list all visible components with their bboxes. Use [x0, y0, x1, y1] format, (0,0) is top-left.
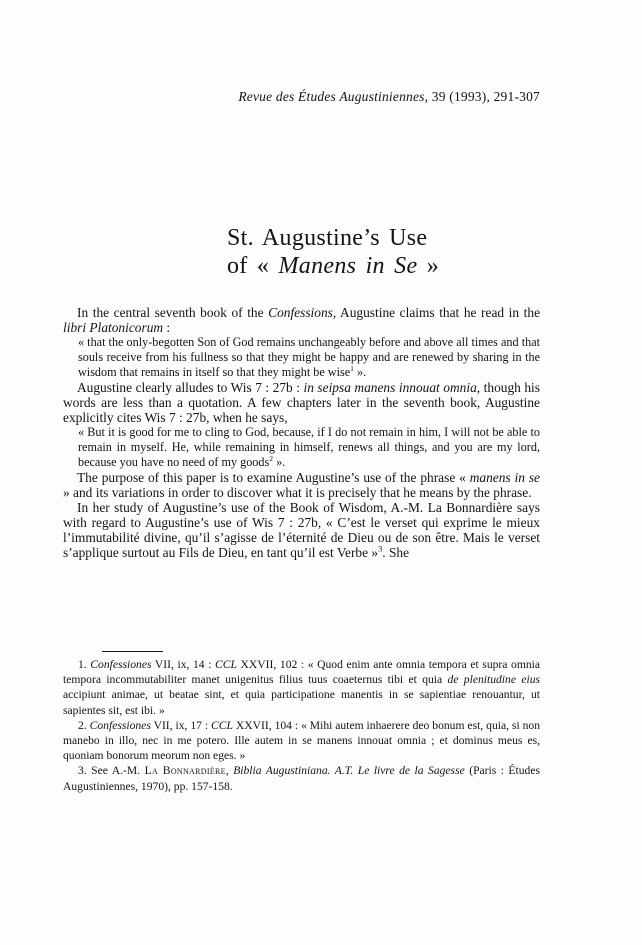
paragraph-3 [63, 470, 540, 500]
footnote-2 [63, 718, 540, 764]
paragraph-2 [63, 380, 540, 425]
text-segment: ». [353, 365, 367, 379]
text-segment: Revue des Études Augustiniennes, [238, 89, 429, 104]
paragraph-1 [63, 305, 540, 335]
text-segment: « that the only-begotten Son of God remains unchangeably before and above all times and that souls receive from his fullness so that they might be happy and are renewed by sharing in the wisdom that remains in itself so that they might be wise [78, 335, 540, 379]
footnote-ref: 2 [269, 453, 274, 463]
text-segment: 1. [78, 658, 91, 671]
text-segment: VII, ix, 17 : [150, 718, 212, 732]
article-body [63, 305, 540, 560]
text-segment: 39 (1993), 291-307 [428, 89, 540, 104]
article-title [227, 224, 439, 280]
paragraph-4 [63, 500, 540, 560]
text-segment: accipiunt animae, ut beatae sint, et quia participatione manentis in se sapientiae renouantur, ut sapientes sit, est ibi. » [63, 688, 540, 717]
text-segment: (Paris : Études Augustiniennes, 1970), pp. 157-158. [63, 764, 540, 793]
text-segment: Confessiones [90, 658, 152, 671]
article-title-line2 [227, 252, 439, 280]
text-segment: Augustine clearly alludes to Wis 7 : 27b : [77, 380, 304, 395]
article-title-line1: St. Augustine’s Use [227, 225, 428, 251]
text-segment: VII, ix, 14 : [151, 658, 216, 671]
text-segment: XXVII, 104 : « Mihi autem inhaerere deo bonum est, quia, si non manebo in illo, nec in me potero. Ille autem in se manens innouat omnia ; et dominus meus es, quoniam bonorum meorum non eges. » [63, 718, 540, 763]
text-segment: libri Platonicorum [63, 320, 164, 335]
text-segment: In her study of Augustine’s use of the Book of Wisdom, A.-M. La Bonnardière says with regard to Augustine’s use of Wis 7 : 27b, « C’est le verset qui exprime le mieux l’immutabilité divine, qu’il s’agisse de l’éternité de Dieu ou de son être. Mais le verset s’applique surtout au Fils de Dieu, en tant qu’il est Verbe » [63, 500, 540, 560]
text-segment: CCL [211, 718, 233, 732]
text-segment: XXVII, 102 : « Quod enim ante omnia tempora et supra omnia tempora incommutabiliter manet unigenitus filius tuus coaeternus tibi et quia [63, 658, 540, 687]
text-segment: in seipsa manens innouat omnia [303, 380, 477, 395]
text-segment: . She [382, 545, 410, 560]
footnote-ref: 1 [350, 363, 354, 373]
text-segment: , [225, 764, 234, 778]
text-segment: Biblia Augustiniana. A.T. Le livre de la Sagesse [233, 764, 465, 778]
text-segment: , though his words are less than a quotation. A few chapters later in the seventh book, Augustine explicitly cites Wis 7 : 27b, when he says, [63, 380, 540, 425]
text-segment: manens in se [469, 470, 540, 485]
footnotes-section [63, 657, 540, 794]
footnote-1 [63, 657, 540, 718]
text-segment: 2. [78, 718, 90, 732]
text-segment: Manens in Se [278, 253, 418, 279]
text-segment: , Augustine claims that he read in the [332, 305, 541, 320]
text-segment: 3. See A.-M. [78, 764, 145, 778]
text-segment: » [417, 253, 440, 279]
footnote-ref: 3 [378, 544, 383, 554]
block-quote-2 [78, 425, 540, 470]
block-quote-1 [78, 335, 540, 380]
footnote-separator-rule [102, 651, 163, 652]
text-segment: : [163, 320, 171, 335]
text-segment: CCL [215, 658, 237, 671]
journal-citation-header [63, 89, 540, 105]
text-segment: » and its variations in order to discover what it is precisely that he means by the phrase. [63, 485, 532, 500]
text-segment: The purpose of this paper is to examine Augustine’s use of the phrase « [77, 470, 470, 485]
text-segment: La Bonnardière [144, 764, 226, 778]
footnote-3 [63, 763, 540, 793]
text-segment: de plenitudine eius [447, 673, 541, 687]
text-segment: Confessiones [89, 718, 151, 732]
text-segment: Confessions [268, 305, 333, 320]
text-segment: ». [273, 455, 286, 469]
text-segment: In the central seventh book of the [77, 305, 269, 320]
text-segment: of « [227, 253, 279, 279]
text-segment: « But it is good for me to cling to God, because, if I do not remain in him, I will not be able to remain in myself. He, while remaining in himself, renews all things, and you are my lord, because you have no need of my goods [78, 425, 540, 469]
